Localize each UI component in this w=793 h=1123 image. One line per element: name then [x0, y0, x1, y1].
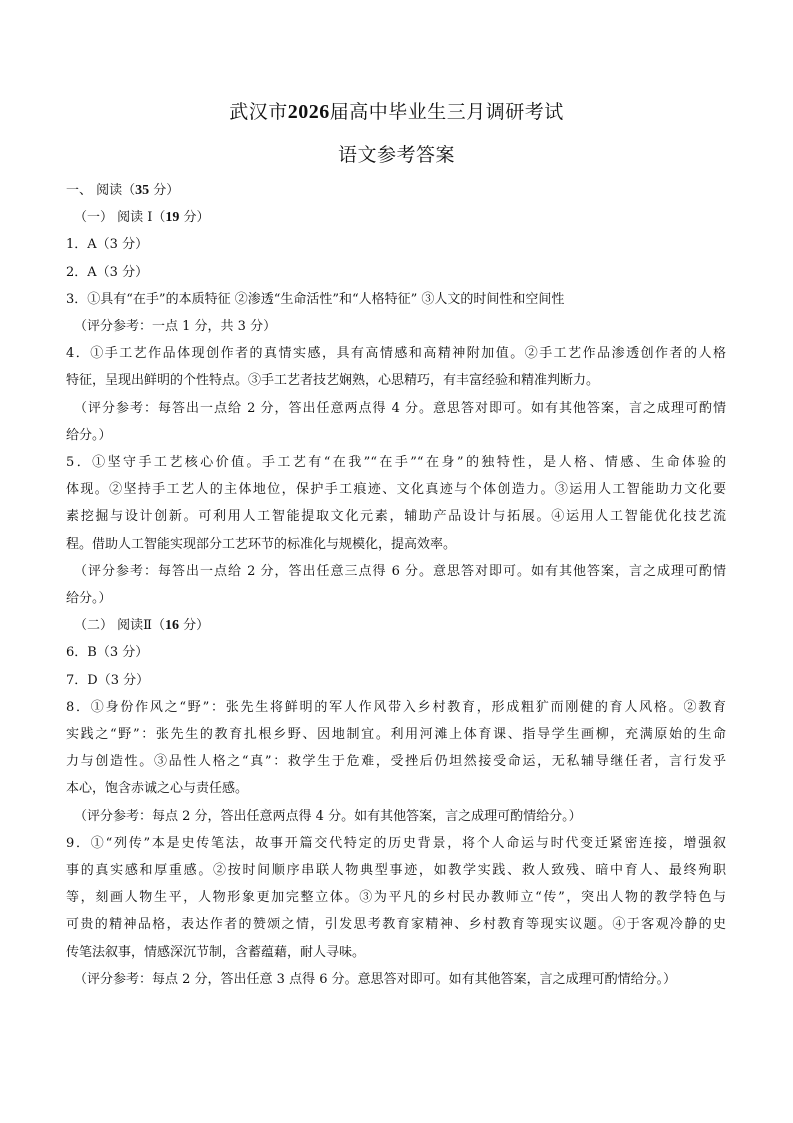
scoring-note-q8: （评分参考：每点 2 分，答出任意两点得 4 分。如有其他答案，言之成理可酌情给分。） [74, 808, 582, 824]
answer-q8-line: 8．①身份作风之“野”：张先生将鲜明的军人作风带入乡村教育，形成粗犷而刚健的育人风格。②教育 [66, 699, 726, 715]
scoring-note-q5: （评分参考：每答出一点给 2 分，答出任意三点得 6 分。意思答对即可。如有其他答案，言之成理可酌情 [74, 563, 726, 579]
part-heading-reading-1: （一） 阅读 Ⅰ（19 分） [74, 210, 210, 226]
scoring-note-q9: （评分参考：每点 2 分，答出任意 3 点得 6 分。意思答对即可。如有其他答案，言之成理可酌情给分。） [74, 971, 677, 987]
part-score: 16 [164, 618, 179, 634]
document-subtitle: 语文参考答案 [337, 144, 455, 166]
answer-q4-line: 4．①手工艺作品体现创作者的真情实感，具有高情感和高精神附加值。②手工艺作品渗透创作者的人格 [66, 346, 726, 362]
section-score: 35 [135, 183, 150, 198]
answer-q9-line: 事的真实感和厚重感。②按时间顺序串联人物典型事迹，如教学实践、救人致残、暗中育人、最终殉职 [66, 863, 726, 879]
answer-q5-line: 5．①坚守手工艺核心价值。手工艺有“在我”“在手”“在身”的独特性，是人格、情感、生命体验的 [66, 455, 726, 471]
scoring-note-q4: （评分参考：每答出一点给 2 分，答出任意两点得 4 分。意思答对即可。如有其他答案，言之成理可酌情 [74, 400, 726, 416]
answer-q2: 2．A（3 分） [66, 264, 149, 280]
scoring-note-q4: 给分。） [66, 427, 112, 443]
scoring-note-q3: （评分参考：一点 1 分，共 3 分） [74, 319, 277, 335]
part-score: 19 [165, 210, 180, 226]
answer-q9-line: 传笔法叙事，情感深沉节制，含蓄蕴藉，耐人寻味。 [66, 944, 366, 960]
answer-q5-line: 素挖掘与设计创新。可利用人工智能提取文化元素，辅助产品设计与拓展。④运用人工智能优化技艺流 [66, 509, 726, 525]
answer-q8-line: 本心，饱含赤诚之心与责任感。 [66, 781, 249, 797]
part-heading-reading-2: （二） 阅读Ⅱ（16 分） [74, 618, 210, 634]
title-suffix: 届高中毕业生三月调研考试 [329, 101, 564, 123]
answer-q9-line: 9．①“列传”本是史传笔法，故事开篇交代特定的历史背景，将个人命运与时代变迁紧密连接，增强叙 [66, 835, 726, 851]
answer-q5-line: 程。借助人工智能实现部分工艺环节的标准化与规模化，提高效率。 [66, 536, 457, 552]
answer-q9-line: 可贵的精神品格，表达作者的赞颂之情，引发思考教育家精神、乡村教育等现实议题。④于客观冷静的史 [66, 917, 726, 933]
answer-q5-line: 体现。②坚持手工艺人的主体地位，保护手工痕迹、文化真迹与个体创造力。③运用人工智能助力文化要 [66, 482, 726, 498]
answer-q8-line: 力与创造性。③品性人格之“真”：救学生于危难，受挫后仍坦然接受命运，无私辅导继任者，言行发乎 [66, 754, 726, 770]
answer-q3: 3．①具有“在手”的本质特征 ②渗透“生命活性”和“人格特征” ③人文的时间性和空间性 [66, 291, 565, 307]
answer-q9-line: 等，刻画人物生平，人物形象更加完整立体。③为平凡的乡村民办教师立“传”，突出人物的教学特色与 [66, 890, 726, 906]
answer-q7: 7．D（3 分） [66, 672, 150, 688]
answer-q4-line: 特征，呈现出鲜明的个性特点。③手工艺者技艺娴熟，心思精巧，有丰富经验和精准判断力。 [66, 373, 600, 389]
document-title [0, 100, 793, 124]
scoring-note-q5: 给分。） [66, 591, 112, 607]
answer-q6: 6．B（3 分） [66, 645, 149, 661]
answer-body [66, 177, 726, 993]
answer-q8-line: 实践之“野”：张先生的教育扎根乡野、因地制宜。利用河滩上体育课、指导学生画柳，充满原始的生命 [66, 727, 726, 743]
title-year: 2026 [287, 101, 330, 123]
title-prefix: 武汉市 [229, 101, 288, 123]
answer-q1: 1．A（3 分） [66, 237, 149, 253]
section-heading-reading: 一、 阅读（35 分） [66, 183, 180, 198]
